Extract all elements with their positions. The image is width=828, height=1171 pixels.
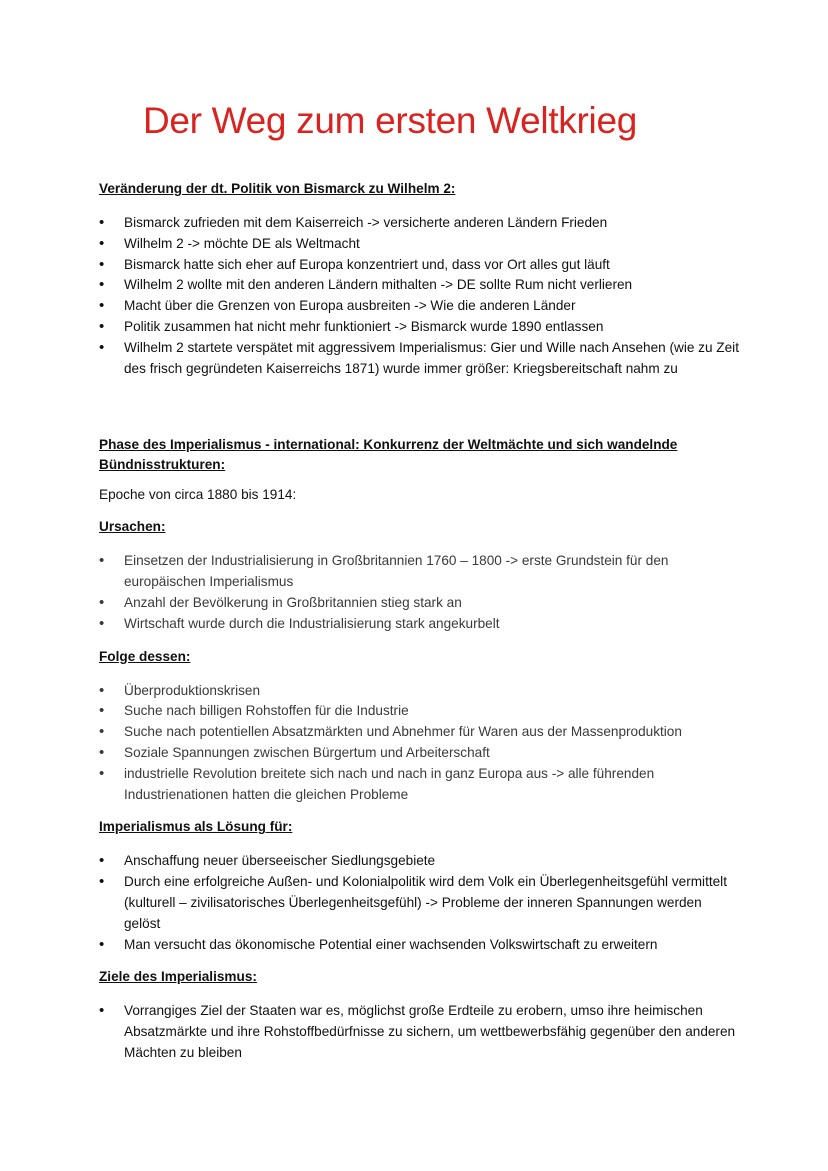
list-item: • Wirtschaft wurde durch die Industrialisierung stark angekurbelt xyxy=(99,614,739,635)
list-item: • Bismarck zufrieden mit dem Kaiserreich -> versicherte anderen Ländern Frieden xyxy=(99,213,739,234)
subheading-causes: Ursachen: xyxy=(99,519,166,535)
list-item: • Soziale Spannungen zwischen Bürgertum und Arbeiterschaft xyxy=(99,743,739,764)
list-item: • Man versucht das ökonomische Potential einer wachsenden Volkswirtschaft zu erweitern xyxy=(99,935,739,956)
list-item: • Überproduktionskrisen xyxy=(99,681,739,702)
subheading-goals: Ziele des Imperialismus: xyxy=(99,969,257,985)
section-heading-bismarck-wilhelm: Veränderung der dt. Politik von Bismarck zu Wilhelm 2: xyxy=(99,181,456,196)
list-item: • Anzahl der Bevölkerung in Großbritannien stieg stark an xyxy=(99,593,739,614)
list-item: • Vorrangiges Ziel der Staaten war es, möglichst große Erdteile zu erobern, umso ihre heimischen Absatzmärkte und ihre Rohstoffbedürfnisse zu sichern, um wettbewerbsfähig gegenüber den anderen Mächten zu bleiben xyxy=(99,1001,739,1063)
bismarck-wilhelm-list xyxy=(99,213,739,379)
list-item: • Suche nach billigen Rohstoffen für die Industrie xyxy=(99,701,739,722)
list-item: • Bismarck hatte sich eher auf Europa konzentriert und, dass vor Ort alles gut läuft xyxy=(99,255,739,276)
epoch-text: Epoche von circa 1880 bis 1914: xyxy=(99,487,297,503)
causes-list xyxy=(99,551,739,634)
list-item: • Suche nach potentiellen Absatzmärkten und Abnehmer für Waren aus der Massenproduktion xyxy=(99,722,739,743)
list-item: • Macht über die Grenzen von Europa ausbreiten -> Wie die anderen Länder xyxy=(99,296,739,317)
list-item: • Durch eine erfolgreiche Außen- und Kolonialpolitik wird dem Volk ein Überlegenheitsgefühl vermittelt (kulturell – zivilisatorisches Überlegenheitsgefühl) -> Probleme der inneren Spannungen werden gelöst xyxy=(99,872,739,934)
section-heading-imperialism-phase: Phase des Imperialismus - international: Konkurrenz der Weltmächte und sich wandelnde Bündnisstrukturen: xyxy=(99,437,678,473)
list-item: • Politik zusammen hat nicht mehr funktioniert -> Bismarck wurde 1890 entlassen xyxy=(99,317,739,338)
document-body xyxy=(99,179,739,1064)
page-title: Der Weg zum ersten Weltkrieg xyxy=(142,100,637,141)
solution-list xyxy=(99,851,739,955)
subheading-solution: Imperialismus als Lösung für: xyxy=(99,819,293,835)
consequences-list xyxy=(99,681,739,806)
subheading-consequences: Folge dessen: xyxy=(99,648,191,664)
list-item: • Wilhelm 2 -> möchte DE als Weltmacht xyxy=(99,234,739,255)
list-item: • Wilhelm 2 wollte mit den anderen Ländern mithalten -> DE sollte Rum nicht verlieren xyxy=(99,275,739,296)
goals-list xyxy=(99,1001,739,1063)
list-item: • Wilhelm 2 startete verspätet mit aggressivem Imperialismus: Gier und Wille nach Ansehen (wie zu Zeit des frisch gegründeten Kaiserreichs 1871) wurde immer größer: Kriegsbereitschaft nahm zu xyxy=(99,338,739,380)
list-item: • Anschaffung neuer überseeischer Siedlungsgebiete xyxy=(99,851,739,872)
list-item: • industrielle Revolution breitete sich nach und nach in ganz Europa aus -> alle führenden Industrienationen hatten die gleichen Probleme xyxy=(99,764,739,806)
list-item: • Einsetzen der Industrialisierung in Großbritannien 1760 – 1800 -> erste Grundstein für den europäischen Imperialismus xyxy=(99,551,739,593)
